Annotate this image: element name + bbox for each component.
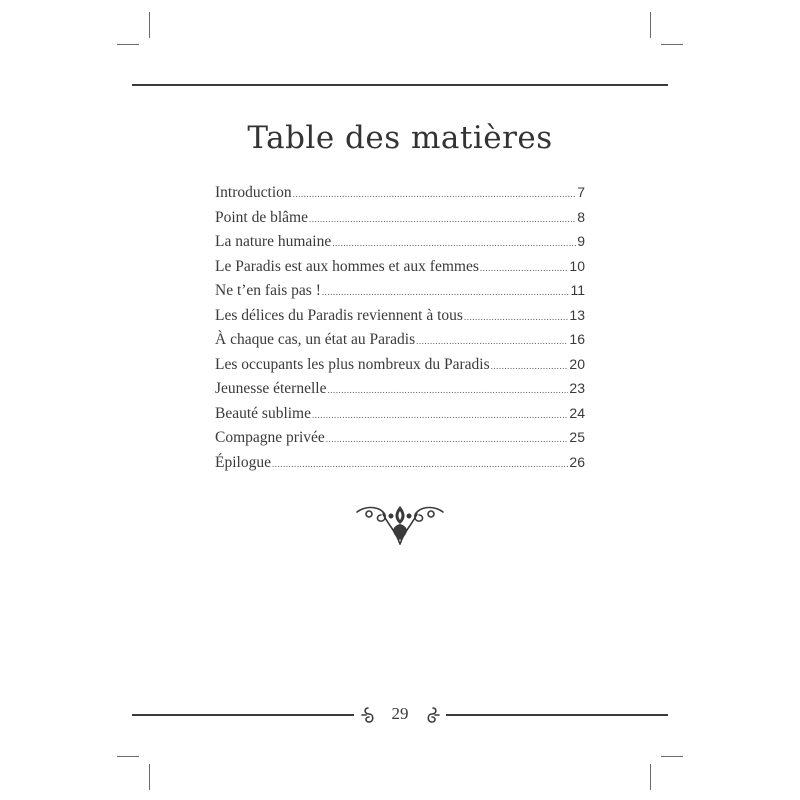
dot-leader bbox=[416, 336, 568, 346]
crop-mark-bottom-left-vertical bbox=[149, 764, 150, 790]
page-title: Table des matières bbox=[247, 120, 553, 156]
page-number: 29 bbox=[391, 704, 409, 723]
dot-leader bbox=[272, 459, 568, 469]
toc-entry-title: Le Paradis est aux hommes et aux femmes bbox=[215, 257, 479, 275]
dot-leader bbox=[327, 385, 568, 395]
dot-leader bbox=[464, 312, 568, 322]
crop-mark-bottom-right-vertical bbox=[650, 764, 651, 790]
toc-entry-page: 25 bbox=[569, 429, 585, 445]
dot-leader bbox=[322, 287, 570, 297]
dot-leader bbox=[491, 361, 569, 371]
toc-entry[interactable] bbox=[215, 209, 585, 234]
toc-entry-title: Les occupants les plus nombreux du Paradis bbox=[215, 355, 490, 373]
toc-entry-title: Beauté sublime bbox=[215, 404, 311, 422]
crop-mark-bottom-right-horizontal bbox=[661, 756, 683, 757]
toc-entry-title: À chaque cas, un état au Paradis bbox=[215, 331, 416, 348]
toc-entry[interactable] bbox=[215, 454, 585, 479]
toc-entry-page: 20 bbox=[569, 355, 585, 372]
toc-entry-page: 13 bbox=[569, 306, 585, 323]
toc-entry[interactable] bbox=[215, 405, 585, 430]
crop-mark-top-right-vertical bbox=[650, 12, 651, 38]
toc-entry-page: 11 bbox=[570, 282, 585, 298]
toc-entry[interactable] bbox=[215, 233, 585, 258]
toc-entry[interactable] bbox=[215, 429, 585, 454]
dot-leader bbox=[293, 189, 577, 199]
toc-entry-page: 9 bbox=[577, 233, 585, 249]
toc-entry[interactable] bbox=[215, 307, 585, 332]
toc-entry-page: 23 bbox=[569, 380, 585, 396]
toc-entry-title: Les délices du Paradis reviennent à tous bbox=[215, 306, 463, 324]
footer-rule-left bbox=[132, 714, 354, 716]
dot-leader bbox=[326, 434, 569, 444]
toc-entry-title: Jeunesse éternelle bbox=[215, 380, 327, 397]
toc-entry[interactable] bbox=[215, 331, 585, 356]
toc-entry-page: 26 bbox=[569, 453, 585, 470]
crop-mark-bottom-left-horizontal bbox=[117, 756, 139, 757]
crop-mark-top-left-vertical bbox=[149, 12, 150, 38]
crop-mark-top-left-horizontal bbox=[117, 44, 139, 45]
footer-rule-right bbox=[446, 714, 668, 716]
dot-leader bbox=[309, 214, 576, 224]
toc-entry[interactable] bbox=[215, 356, 585, 381]
right-flourish-icon bbox=[423, 705, 441, 725]
toc-entry-title: Épilogue bbox=[215, 453, 271, 471]
toc-entry[interactable] bbox=[215, 258, 585, 283]
dot-leader bbox=[312, 410, 568, 420]
dot-leader bbox=[332, 238, 576, 248]
toc-entry-title: Introduction bbox=[215, 184, 292, 201]
toc-entry-page: 10 bbox=[569, 257, 585, 274]
toc-entry-title: Ne t’en fais pas ! bbox=[215, 282, 321, 299]
crop-mark-top-right-horizontal bbox=[661, 44, 683, 45]
toc-entry-page: 24 bbox=[569, 404, 585, 421]
toc-entry[interactable] bbox=[215, 380, 585, 405]
table-of-contents bbox=[215, 184, 585, 478]
header-rule bbox=[132, 84, 668, 86]
dot-leader bbox=[480, 263, 569, 273]
arabesque-ornament-icon bbox=[355, 500, 445, 548]
toc-entry-title: Point de blâme bbox=[215, 208, 308, 226]
toc-entry-page: 16 bbox=[569, 331, 585, 347]
toc-entry[interactable] bbox=[215, 184, 585, 209]
toc-entry-title: La nature humaine bbox=[215, 233, 332, 250]
toc-entry-page: 7 bbox=[577, 184, 585, 200]
toc-entry[interactable] bbox=[215, 282, 585, 307]
toc-entry-page: 8 bbox=[577, 208, 585, 225]
left-flourish-icon bbox=[360, 705, 378, 725]
toc-entry-title: Compagne privée bbox=[215, 429, 325, 446]
